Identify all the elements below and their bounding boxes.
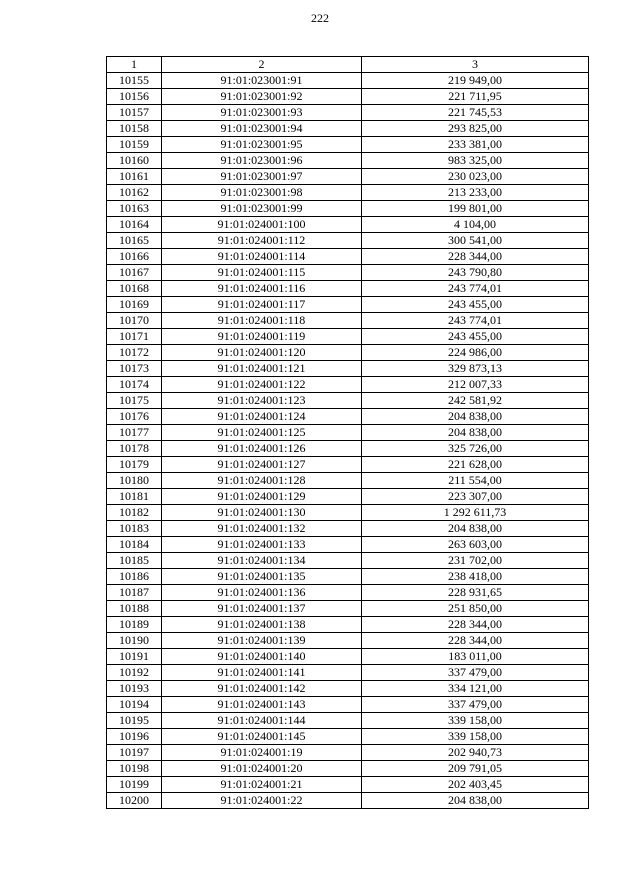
value-cell: 219 949,00 [362, 73, 589, 89]
cadastral-number-cell: 91:01:024001:22 [162, 793, 362, 809]
row-number-cell: 10180 [107, 473, 162, 489]
table-row [107, 777, 589, 793]
cadastral-table [106, 56, 589, 809]
row-number-cell: 10157 [107, 105, 162, 121]
cadastral-number-cell: 91:01:024001:120 [162, 345, 362, 361]
cadastral-number-cell: 91:01:024001:100 [162, 217, 362, 233]
table-row [107, 233, 589, 249]
table-header [107, 57, 589, 73]
row-number-cell: 10198 [107, 761, 162, 777]
table-row [107, 137, 589, 153]
value-cell: 213 233,00 [362, 185, 589, 201]
value-cell: 337 479,00 [362, 665, 589, 681]
cadastral-number-cell: 91:01:024001:121 [162, 361, 362, 377]
row-number-cell: 10192 [107, 665, 162, 681]
table-row [107, 729, 589, 745]
cadastral-number-cell: 91:01:024001:136 [162, 585, 362, 601]
table-row [107, 649, 589, 665]
value-cell: 204 838,00 [362, 425, 589, 441]
table-row [107, 89, 589, 105]
value-cell: 263 603,00 [362, 537, 589, 553]
value-cell: 202 940,73 [362, 745, 589, 761]
table-row [107, 553, 589, 569]
page-number: 222 [311, 11, 329, 25]
table-body [107, 73, 589, 809]
cadastral-number-cell: 91:01:024001:115 [162, 265, 362, 281]
value-cell: 339 158,00 [362, 713, 589, 729]
value-cell: 334 121,00 [362, 681, 589, 697]
cadastral-number-cell: 91:01:023001:91 [162, 73, 362, 89]
table-row [107, 633, 589, 649]
row-number-cell: 10195 [107, 713, 162, 729]
table-row [107, 377, 589, 393]
table-row [107, 201, 589, 217]
cadastral-number-cell: 91:01:023001:92 [162, 89, 362, 105]
value-cell: 238 418,00 [362, 569, 589, 585]
table-row [107, 425, 589, 441]
value-cell: 221 745,53 [362, 105, 589, 121]
header-row [107, 57, 589, 73]
table-row [107, 489, 589, 505]
row-number-cell: 10158 [107, 121, 162, 137]
table-row [107, 793, 589, 809]
row-number-cell: 10172 [107, 345, 162, 361]
cadastral-number-cell: 91:01:024001:145 [162, 729, 362, 745]
row-number-cell: 10179 [107, 457, 162, 473]
table-row [107, 409, 589, 425]
value-cell: 4 104,00 [362, 217, 589, 233]
row-number-cell: 10191 [107, 649, 162, 665]
value-cell: 224 986,00 [362, 345, 589, 361]
table-row [107, 169, 589, 185]
table-row [107, 665, 589, 681]
row-number-cell: 10171 [107, 329, 162, 345]
value-cell: 228 344,00 [362, 633, 589, 649]
value-cell: 243 774,01 [362, 281, 589, 297]
value-cell: 230 023,00 [362, 169, 589, 185]
row-number-cell: 10183 [107, 521, 162, 537]
value-cell: 243 455,00 [362, 329, 589, 345]
cadastral-number-cell: 91:01:024001:142 [162, 681, 362, 697]
value-cell: 337 479,00 [362, 697, 589, 713]
row-number-cell: 10170 [107, 313, 162, 329]
table-row [107, 761, 589, 777]
value-cell: 325 726,00 [362, 441, 589, 457]
table-row [107, 713, 589, 729]
row-number-cell: 10182 [107, 505, 162, 521]
value-cell: 242 581,92 [362, 393, 589, 409]
row-number-cell: 10173 [107, 361, 162, 377]
row-number-cell: 10187 [107, 585, 162, 601]
table-row [107, 153, 589, 169]
table-row [107, 265, 589, 281]
cadastral-number-cell: 91:01:024001:114 [162, 249, 362, 265]
cadastral-number-cell: 91:01:024001:133 [162, 537, 362, 553]
row-number-cell: 10197 [107, 745, 162, 761]
row-number-cell: 10200 [107, 793, 162, 809]
row-number-cell: 10194 [107, 697, 162, 713]
cadastral-number-cell: 91:01:024001:126 [162, 441, 362, 457]
table-row [107, 329, 589, 345]
row-number-cell: 10186 [107, 569, 162, 585]
value-cell: 243 790,80 [362, 265, 589, 281]
cadastral-number-cell: 91:01:024001:19 [162, 745, 362, 761]
cadastral-number-cell: 91:01:024001:119 [162, 329, 362, 345]
row-number-cell: 10178 [107, 441, 162, 457]
row-number-cell: 10181 [107, 489, 162, 505]
table-row [107, 121, 589, 137]
table-row [107, 473, 589, 489]
cadastral-number-cell: 91:01:024001:144 [162, 713, 362, 729]
cadastral-number-cell: 91:01:024001:129 [162, 489, 362, 505]
table-row [107, 281, 589, 297]
row-number-cell: 10156 [107, 89, 162, 105]
cadastral-number-cell: 91:01:024001:135 [162, 569, 362, 585]
cadastral-number-cell: 91:01:024001:112 [162, 233, 362, 249]
value-cell: 228 931,65 [362, 585, 589, 601]
table-row [107, 617, 589, 633]
row-number-cell: 10159 [107, 137, 162, 153]
table-row [107, 441, 589, 457]
cadastral-number-cell: 91:01:024001:128 [162, 473, 362, 489]
value-cell: 212 007,33 [362, 377, 589, 393]
value-cell: 223 307,00 [362, 489, 589, 505]
cadastral-number-cell: 91:01:024001:127 [162, 457, 362, 473]
value-cell: 251 850,00 [362, 601, 589, 617]
cadastral-number-cell: 91:01:024001:118 [162, 313, 362, 329]
cadastral-number-cell: 91:01:024001:21 [162, 777, 362, 793]
table-row [107, 537, 589, 553]
cadastral-number-cell: 91:01:024001:124 [162, 409, 362, 425]
row-number-cell: 10199 [107, 777, 162, 793]
cadastral-number-cell: 91:01:023001:93 [162, 105, 362, 121]
row-number-cell: 10174 [107, 377, 162, 393]
table-row [107, 505, 589, 521]
value-cell: 243 774,01 [362, 313, 589, 329]
row-number-cell: 10177 [107, 425, 162, 441]
row-number-cell: 10175 [107, 393, 162, 409]
value-cell: 293 825,00 [362, 121, 589, 137]
row-number-cell: 10167 [107, 265, 162, 281]
cadastral-number-cell: 91:01:024001:137 [162, 601, 362, 617]
cadastral-number-cell: 91:01:023001:96 [162, 153, 362, 169]
value-cell: 204 838,00 [362, 793, 589, 809]
table-row [107, 73, 589, 89]
value-cell: 221 628,00 [362, 457, 589, 473]
table-row [107, 393, 589, 409]
cadastral-number-cell: 91:01:024001:117 [162, 297, 362, 313]
value-cell: 209 791,05 [362, 761, 589, 777]
row-number-cell: 10189 [107, 617, 162, 633]
table-row [107, 313, 589, 329]
row-number-cell: 10169 [107, 297, 162, 313]
table-row [107, 345, 589, 361]
cadastral-number-cell: 91:01:023001:95 [162, 137, 362, 153]
value-cell: 183 011,00 [362, 649, 589, 665]
value-cell: 204 838,00 [362, 409, 589, 425]
value-cell: 243 455,00 [362, 297, 589, 313]
table-row [107, 585, 589, 601]
cadastral-number-cell: 91:01:024001:134 [162, 553, 362, 569]
row-number-cell: 10184 [107, 537, 162, 553]
cadastral-number-cell: 91:01:023001:97 [162, 169, 362, 185]
value-cell: 202 403,45 [362, 777, 589, 793]
value-cell: 228 344,00 [362, 249, 589, 265]
table-row [107, 105, 589, 121]
row-number-cell: 10163 [107, 201, 162, 217]
table-row [107, 521, 589, 537]
table-row [107, 457, 589, 473]
value-cell: 228 344,00 [362, 617, 589, 633]
table-row [107, 745, 589, 761]
cadastral-number-cell: 91:01:024001:138 [162, 617, 362, 633]
header-cell-number: 1 [107, 57, 162, 73]
cadastral-number-cell: 91:01:024001:143 [162, 697, 362, 713]
table-row [107, 217, 589, 233]
table-row [107, 297, 589, 313]
row-number-cell: 10188 [107, 601, 162, 617]
value-cell: 199 801,00 [362, 201, 589, 217]
row-number-cell: 10196 [107, 729, 162, 745]
cadastral-number-cell: 91:01:024001:123 [162, 393, 362, 409]
value-cell: 1 292 611,73 [362, 505, 589, 521]
table-row [107, 361, 589, 377]
row-number-cell: 10164 [107, 217, 162, 233]
cadastral-number-cell: 91:01:023001:94 [162, 121, 362, 137]
row-number-cell: 10185 [107, 553, 162, 569]
cadastral-number-cell: 91:01:023001:99 [162, 201, 362, 217]
row-number-cell: 10161 [107, 169, 162, 185]
cadastral-number-cell: 91:01:024001:141 [162, 665, 362, 681]
row-number-cell: 10165 [107, 233, 162, 249]
table-row [107, 601, 589, 617]
value-cell: 211 554,00 [362, 473, 589, 489]
cadastral-number-cell: 91:01:024001:139 [162, 633, 362, 649]
table-row [107, 185, 589, 201]
cadastral-number-cell: 91:01:023001:98 [162, 185, 362, 201]
cadastral-number-cell: 91:01:024001:125 [162, 425, 362, 441]
value-cell: 231 702,00 [362, 553, 589, 569]
cadastral-number-cell: 91:01:024001:20 [162, 761, 362, 777]
cadastral-number-cell: 91:01:024001:130 [162, 505, 362, 521]
row-number-cell: 10160 [107, 153, 162, 169]
value-cell: 329 873,13 [362, 361, 589, 377]
table-row [107, 249, 589, 265]
cadastral-number-cell: 91:01:024001:122 [162, 377, 362, 393]
value-cell: 221 711,95 [362, 89, 589, 105]
value-cell: 339 158,00 [362, 729, 589, 745]
table-row [107, 569, 589, 585]
row-number-cell: 10176 [107, 409, 162, 425]
row-number-cell: 10166 [107, 249, 162, 265]
row-number-cell: 10162 [107, 185, 162, 201]
row-number-cell: 10155 [107, 73, 162, 89]
row-number-cell: 10168 [107, 281, 162, 297]
value-cell: 233 381,00 [362, 137, 589, 153]
cadastral-number-cell: 91:01:024001:132 [162, 521, 362, 537]
value-cell: 983 325,00 [362, 153, 589, 169]
row-number-cell: 10190 [107, 633, 162, 649]
header-cell-value: 3 [362, 57, 589, 73]
table-row [107, 681, 589, 697]
value-cell: 204 838,00 [362, 521, 589, 537]
row-number-cell: 10193 [107, 681, 162, 697]
value-cell: 300 541,00 [362, 233, 589, 249]
cadastral-number-cell: 91:01:024001:116 [162, 281, 362, 297]
table-row [107, 697, 589, 713]
header-cell-cadastral-id: 2 [162, 57, 362, 73]
cadastral-number-cell: 91:01:024001:140 [162, 649, 362, 665]
